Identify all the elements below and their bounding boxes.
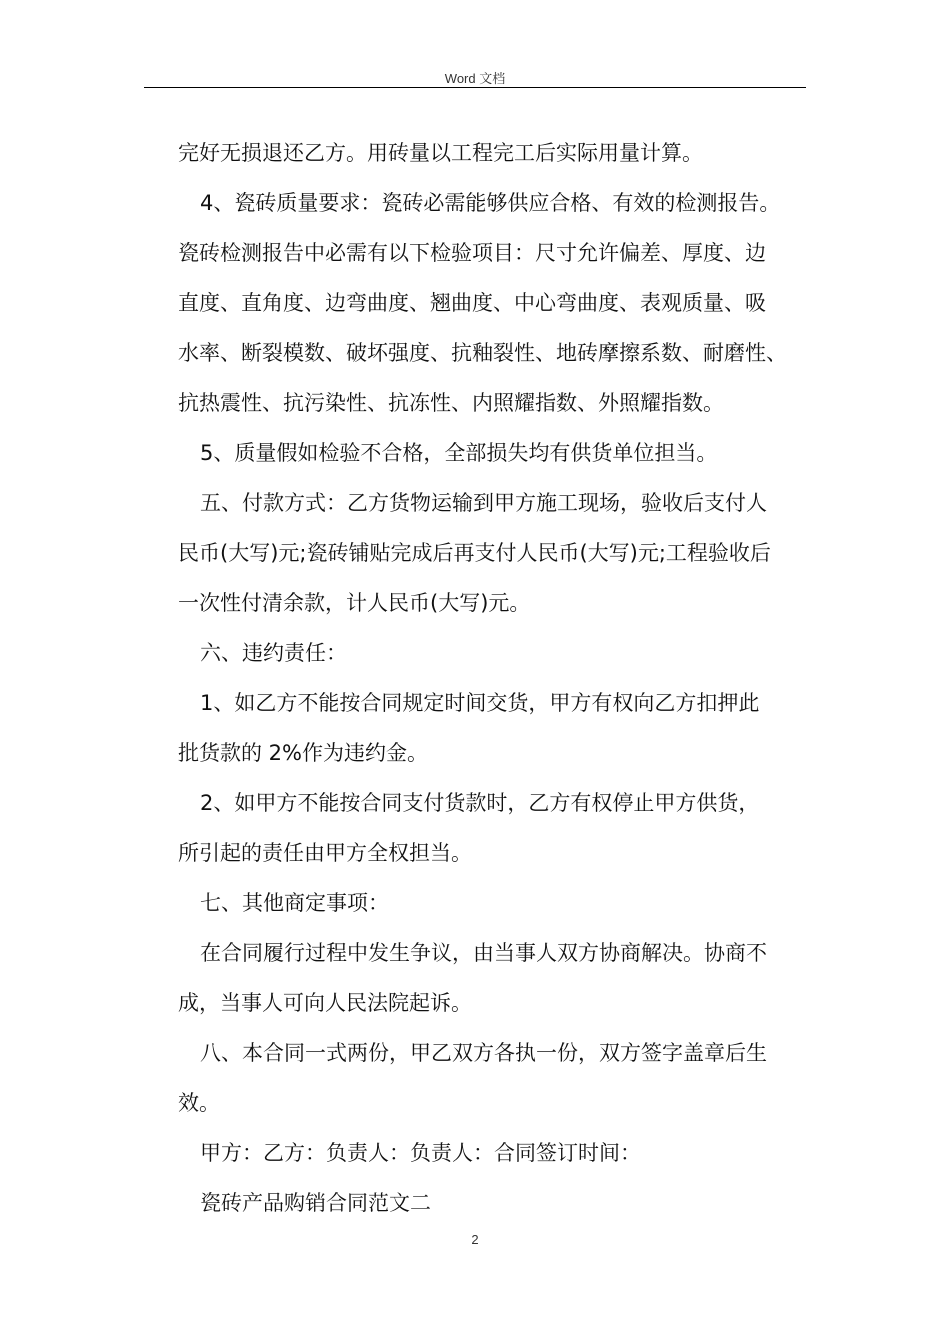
paragraph-line: 成，当事人可向人民法院起诉。: [178, 991, 472, 1015]
paragraph-line: 五、付款方式：乙方货物运输到甲方施工现场，验收后支付人: [200, 491, 767, 515]
paragraph-line: 抗热震性、抗污染性、抗冻性、内照耀指数、外照耀指数。: [178, 391, 724, 415]
paragraph-line: 1、如乙方不能按合同规定时间交货，甲方有权向乙方扣押此: [200, 691, 760, 715]
paragraph-line: 5、质量假如检验不合格，全部损失均有供货单位担当。: [200, 441, 718, 465]
paragraph-line: 在合同履行过程中发生争议，由当事人双方协商解决。协商不: [200, 941, 767, 965]
page-number: 2: [471, 1232, 479, 1247]
paragraph-line: 2、如甲方不能按合同支付货款时，乙方有权停止甲方供货，: [200, 791, 760, 815]
paragraph-line: 一次性付清余款，计人民币(大写)元。: [178, 591, 531, 615]
paragraph-line: 直度、直角度、边弯曲度、翘曲度、中心弯曲度、表观质量、吸: [178, 291, 766, 315]
section-title: 瓷砖产品购销合同范文二: [200, 1191, 431, 1215]
paragraph-line: 所引起的责任由甲方全权担当。: [178, 841, 472, 865]
header-divider: [144, 87, 806, 88]
signature-line: 甲方：乙方：负责人：负责人：合同签订时间：: [200, 1141, 641, 1165]
paragraph-line: 民币(大写)元;瓷砖铺贴完成后再支付人民币(大写)元;工程验收后: [178, 541, 771, 565]
paragraph-line: 效。: [178, 1091, 220, 1115]
paragraph-line: 水率、断裂模数、破坏强度、抗釉裂性、地砖摩擦系数、耐磨性、: [178, 341, 787, 365]
document-body: [178, 128, 806, 1228]
paragraph-line: 4、瓷砖质量要求：瓷砖必需能够供应合格、有效的检测报告。: [200, 191, 781, 215]
section-heading: 六、违约责任：: [200, 641, 347, 665]
paragraph-line: 八、本合同一式两份，甲乙双方各执一份，双方签字盖章后生: [200, 1041, 767, 1065]
paragraph-line: 瓷砖检测报告中必需有以下检验项目：尺寸允许偏差、厚度、边: [178, 241, 766, 265]
paragraph-line: 完好无损退还乙方。用砖量以工程完工后实际用量计算。: [178, 141, 703, 165]
paragraph-line: 批货款的 2%作为违约金。: [178, 741, 428, 765]
section-heading: 七、其他商定事项：: [200, 891, 389, 915]
page-header-title: Word 文档: [444, 71, 506, 86]
